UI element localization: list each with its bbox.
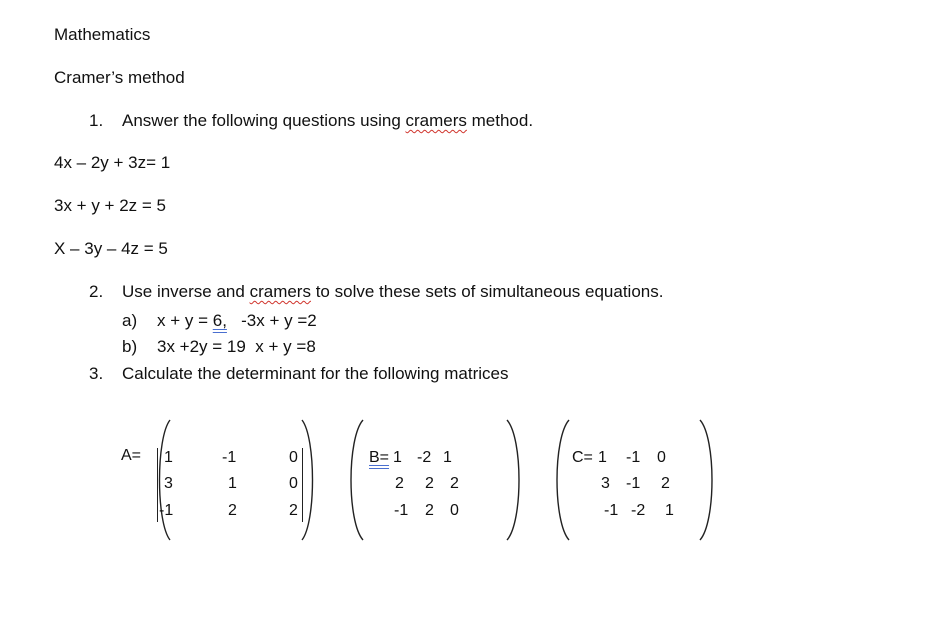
subject-heading: Mathematics (54, 25, 151, 44)
q1-text: Answer the following questions using cramers method. (122, 111, 534, 130)
matrix-c-cell: -1 (626, 449, 641, 466)
matrix-a-cell: 2 (228, 502, 237, 519)
matrix-b-cell: 1 (393, 449, 402, 466)
q2-number: 2. (89, 282, 104, 301)
q1-spell-flag: cramers (405, 111, 467, 130)
matrix-c-cell: -1 (626, 475, 641, 492)
matrix-a-right-paren (300, 418, 320, 542)
q2-part-a-grammar-flag: 6, (212, 311, 227, 330)
q2-text: Use inverse and cramers to solve these sets of simultaneous equations. (122, 282, 664, 301)
q3-text: Calculate the determinant for the following matrices (122, 364, 509, 383)
q1-equation-1: 4x – 2y + 3z= 1 (54, 153, 171, 172)
matrix-b-right-paren (505, 418, 527, 542)
q3-number: 3. (89, 364, 104, 383)
q1-equation-3: X – 3y – 4z = 5 (54, 239, 168, 258)
topic-heading: Cramer’s method (54, 68, 185, 87)
matrix-a-cell: 2 (289, 502, 298, 519)
matrix-b-cell: 2 (395, 475, 404, 492)
matrix-c-cell: 3 (601, 475, 610, 492)
matrix-b-cell: 2 (425, 502, 434, 519)
matrix-b-cell: 1 (443, 449, 452, 466)
matrix-c-cell: 2 (661, 475, 670, 492)
matrix-c-cell: 0 (657, 449, 666, 466)
matrix-c-left-paren (549, 418, 571, 542)
matrix-a-cell: -1 (222, 449, 237, 466)
matrix-c-cell: 1 (598, 449, 607, 466)
q2-part-b-label: b) (122, 337, 138, 356)
matrix-b-cell: 2 (425, 475, 434, 492)
matrix-a-cell: 0 (289, 475, 298, 492)
matrix-c-label: C= (572, 449, 593, 466)
matrix-a-left-bar (157, 448, 158, 522)
q1-equation-2: 3x + y + 2z = 5 (54, 196, 166, 215)
matrix-c-cell: -1 (604, 502, 619, 519)
matrix-b-label: B= (369, 449, 390, 466)
matrix-b-cell: -2 (417, 449, 432, 466)
q2-spell-flag: cramers (249, 282, 311, 301)
matrix-b-cell: 0 (450, 502, 459, 519)
matrix-a-label: A= (121, 447, 142, 464)
matrix-a-cell: -1 (159, 502, 174, 519)
matrix-b-left-paren (343, 418, 365, 542)
matrix-c-right-paren (698, 418, 720, 542)
matrix-b-cell: 2 (450, 475, 459, 492)
q1-number: 1. (89, 111, 104, 130)
matrix-a-cell: 0 (289, 449, 298, 466)
matrix-b-cell: -1 (394, 502, 409, 519)
q2-part-b-text: 3x +2y = 19 x + y =8 (157, 337, 316, 356)
q2-part-a-text: x + y = 6, -3x + y =2 (157, 311, 317, 330)
matrix-a-cell: 3 (164, 475, 173, 492)
matrix-c-cell: 1 (665, 502, 674, 519)
q2-part-a-label: a) (122, 311, 138, 330)
matrix-a-cell: 1 (164, 449, 173, 466)
matrix-a-cell: 1 (228, 475, 237, 492)
matrix-c-cell: -2 (631, 502, 646, 519)
